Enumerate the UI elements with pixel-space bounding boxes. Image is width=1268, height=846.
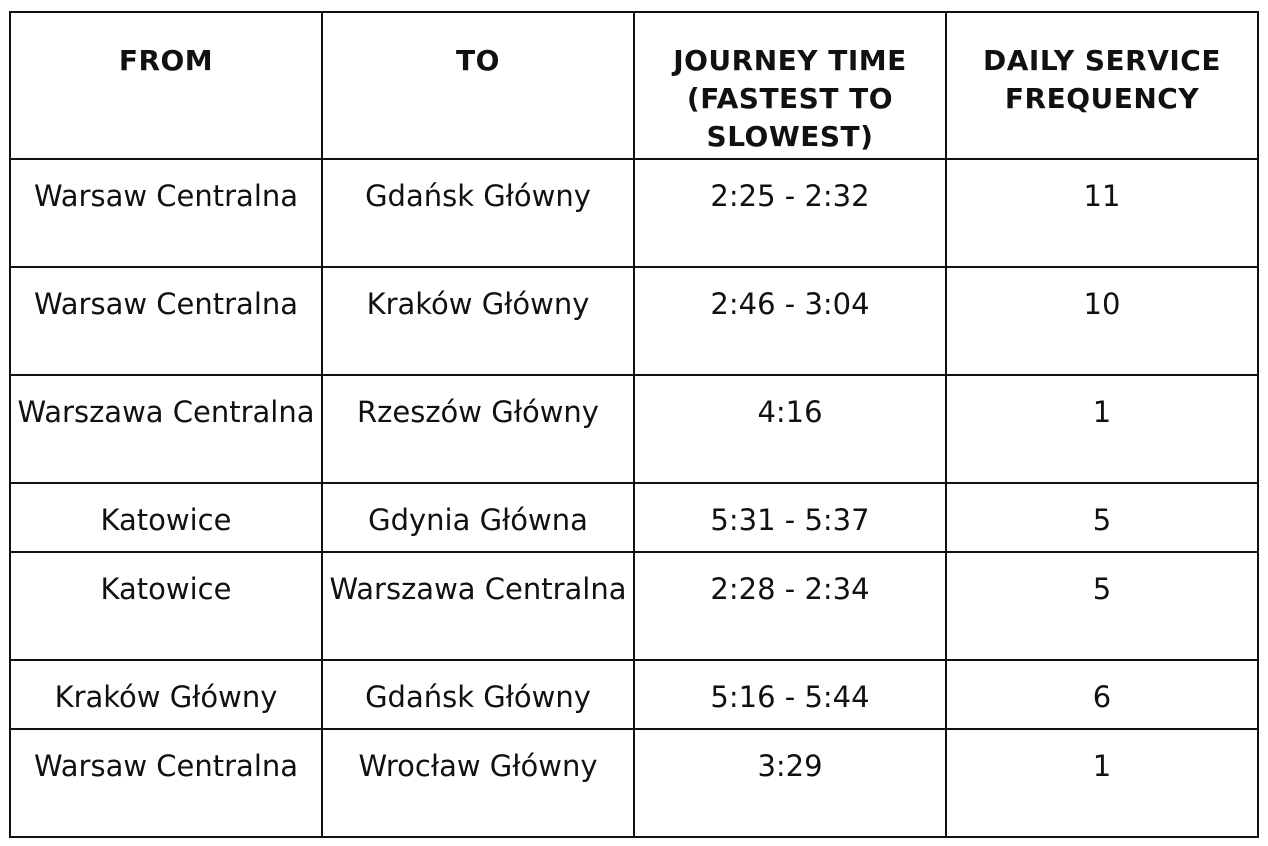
cell-from: Warsaw Centralna xyxy=(10,729,322,837)
cell-to: Kraków Główny xyxy=(322,267,634,375)
cell-to: Gdańsk Główny xyxy=(322,660,634,729)
cell-from: Katowice xyxy=(10,483,322,552)
cell-to: Rzeszów Główny xyxy=(322,375,634,483)
cell-journey-time: 2:25 - 2:32 xyxy=(634,159,946,267)
header-from: FROM xyxy=(10,12,322,159)
table-row xyxy=(10,267,1258,375)
cell-journey-time: 5:31 - 5:37 xyxy=(634,483,946,552)
header-to: TO xyxy=(322,12,634,159)
cell-to: Warszawa Centralna xyxy=(322,552,634,660)
cell-frequency: 6 xyxy=(946,660,1258,729)
cell-to: Gdynia Główna xyxy=(322,483,634,552)
cell-journey-time: 2:46 - 3:04 xyxy=(634,267,946,375)
cell-to: Gdańsk Główny xyxy=(322,159,634,267)
header-daily-service-frequency: DAILY SERVICE FREQUENCY xyxy=(946,12,1258,159)
cell-frequency: 1 xyxy=(946,729,1258,837)
cell-from: Warsaw Centralna xyxy=(10,267,322,375)
cell-frequency: 5 xyxy=(946,552,1258,660)
cell-frequency: 1 xyxy=(946,375,1258,483)
train-routes-table xyxy=(9,11,1259,838)
cell-journey-time: 5:16 - 5:44 xyxy=(634,660,946,729)
cell-journey-time: 2:28 - 2:34 xyxy=(634,552,946,660)
cell-frequency: 10 xyxy=(946,267,1258,375)
table-row xyxy=(10,159,1258,267)
table-row xyxy=(10,729,1258,837)
header-journey-time: JOURNEY TIME (FASTEST TO SLOWEST) xyxy=(634,12,946,159)
cell-to: Wrocław Główny xyxy=(322,729,634,837)
cell-from: Katowice xyxy=(10,552,322,660)
cell-journey-time: 3:29 xyxy=(634,729,946,837)
cell-from: Kraków Główny xyxy=(10,660,322,729)
table-row xyxy=(10,375,1258,483)
cell-from: Warszawa Centralna xyxy=(10,375,322,483)
cell-frequency: 5 xyxy=(946,483,1258,552)
cell-frequency: 11 xyxy=(946,159,1258,267)
table-row xyxy=(10,483,1258,552)
table-row xyxy=(10,660,1258,729)
table-header-row xyxy=(10,12,1258,159)
cell-journey-time: 4:16 xyxy=(634,375,946,483)
table-row xyxy=(10,552,1258,660)
cell-from: Warsaw Centralna xyxy=(10,159,322,267)
